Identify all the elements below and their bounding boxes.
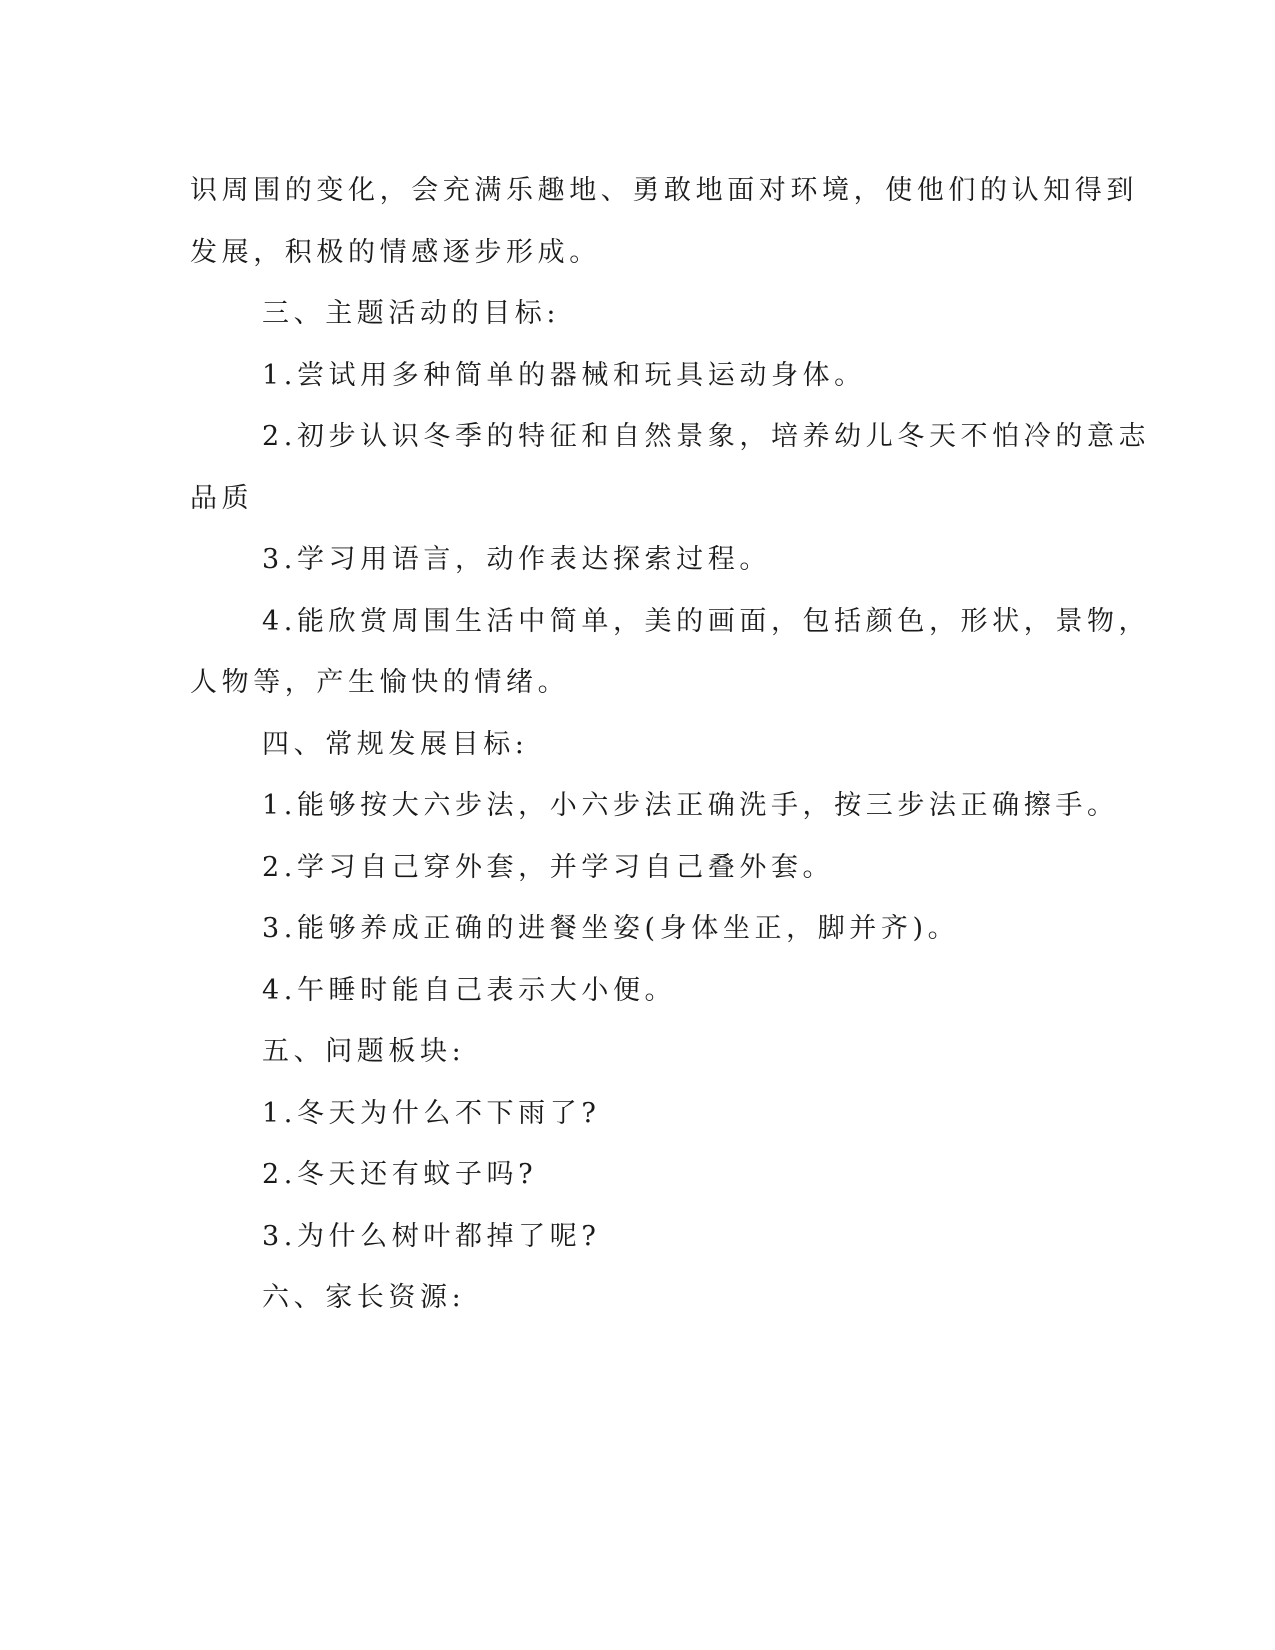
routine-item-4: 4.午睡时能自己表示大小便。 — [262, 974, 677, 1006]
goal-item-1: 1.尝试用多种简单的器械和玩具运动身体。 — [262, 359, 866, 391]
document-body — [190, 160, 1151, 1329]
section-heading-5: 五、问题板块: — [262, 1036, 466, 1067]
goal-item-2-continuation: 品质 — [190, 482, 254, 514]
question-item-2: 2.冬天还有蚊子吗? — [262, 1159, 538, 1190]
paragraph-line-2: 发展，积极的情感逐步形成。 — [190, 236, 601, 268]
routine-item-1: 1.能够按大六步法，小六步法正确洗手，按三步法正确擦手。 — [262, 790, 1119, 821]
routine-item-2: 2.学习自己穿外套，并学习自己叠外套。 — [262, 851, 835, 883]
section-heading-6: 六、家长资源: — [262, 1282, 466, 1313]
routine-item-3: 3.能够养成正确的进餐坐姿(身体坐正，脚并齐)。 — [262, 913, 960, 944]
question-item-1: 1.冬天为什么不下雨了? — [262, 1097, 601, 1129]
paragraph-line-1: 识周围的变化，会充满乐趣地、勇敢地面对环境，使他们的认知得到 — [190, 175, 1138, 206]
goal-item-4-continuation: 人物等，产生愉快的情绪。 — [190, 667, 570, 698]
section-heading-4: 四、常规发展目标: — [262, 728, 529, 760]
goal-item-4: 4.能欣赏周围生活中简单，美的画面，包括颜色，形状，景物， — [262, 605, 1151, 637]
goal-item-2: 2.初步认识冬季的特征和自然景象，培养幼儿冬天不怕冷的意志 — [262, 421, 1151, 452]
section-heading-3: 三、主题活动的目标: — [262, 298, 561, 329]
question-item-3: 3.为什么树叶都掉了呢? — [262, 1220, 601, 1252]
goal-item-3: 3.学习用语言，动作表达探索过程。 — [262, 544, 771, 575]
